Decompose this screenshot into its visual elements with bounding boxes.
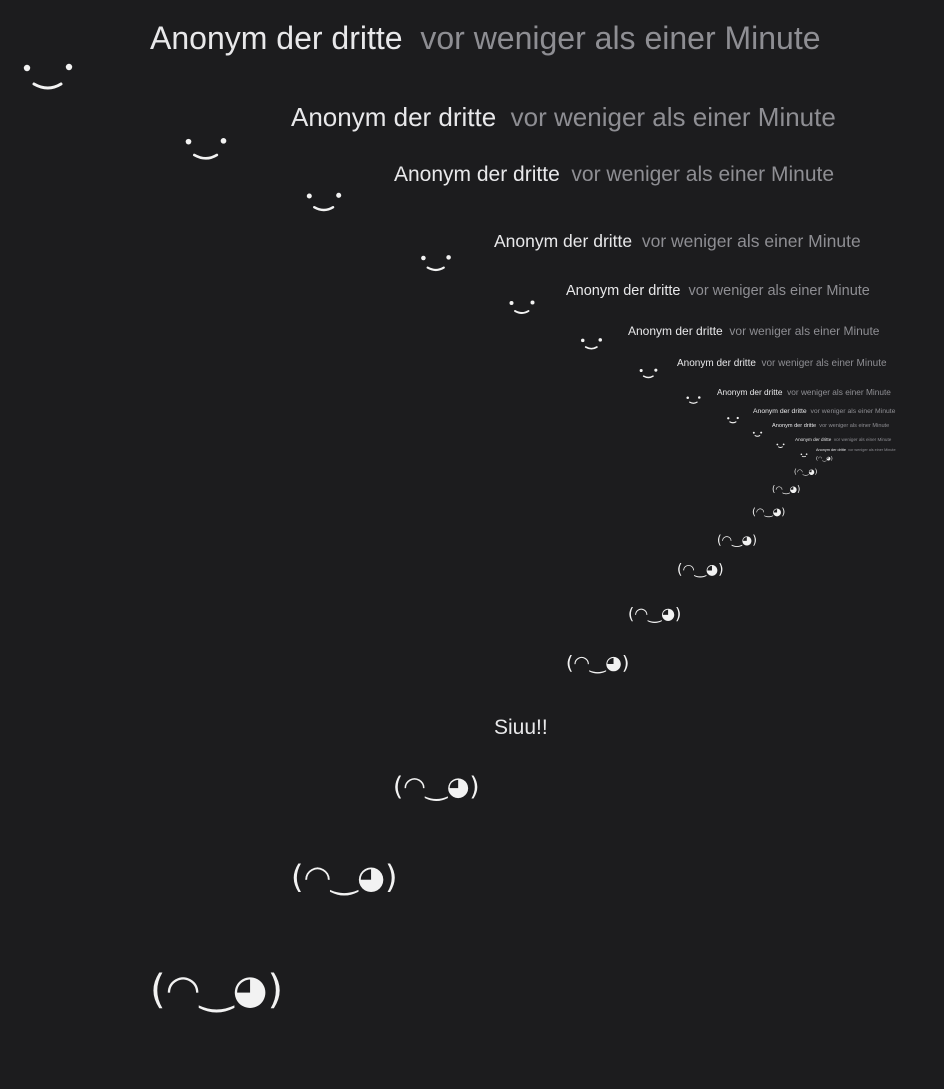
comment-header (291, 104, 836, 130)
comment-header (628, 325, 879, 337)
comment-header (816, 449, 896, 453)
timestamp: vor weniger als einer Minute (729, 324, 880, 338)
author-name[interactable]: Anonym der dritte (494, 231, 633, 251)
smiley-face-icon (507, 298, 537, 318)
message-kaomoji: (◠‿◕) (393, 772, 480, 802)
message-kaomoji: (◠‿◕) (291, 858, 398, 896)
smiley-face-icon (181, 133, 231, 167)
smiley-face-icon (638, 367, 659, 381)
timestamp: vor weniger als einer Minute (510, 102, 836, 132)
author-name[interactable]: Anonym der dritte (628, 324, 723, 338)
message-kaomoji: (◠‿◕) (628, 604, 682, 623)
author-name[interactable]: Anonym der dritte (394, 163, 560, 186)
message-kaomoji: (◠‿◕) (150, 967, 284, 1013)
comment-header (677, 359, 887, 369)
smiley-face-icon (418, 252, 454, 276)
author-name[interactable]: Anonym der dritte (772, 423, 817, 429)
author-name[interactable]: Anonym der dritte (795, 437, 832, 442)
comment-header (394, 164, 834, 185)
timestamp: vor weniger als einer Minute (420, 20, 821, 56)
comment-header (753, 409, 895, 416)
smiley-face-icon (685, 395, 702, 406)
timestamp: vor weniger als einer Minute (688, 283, 870, 299)
message-kaomoji: (◠‿◕) (752, 507, 786, 518)
comment-header (150, 22, 821, 54)
author-name[interactable]: Anonym der dritte (291, 102, 497, 132)
timestamp: vor weniger als einer Minute (571, 163, 835, 186)
timestamp: vor weniger als einer Minute (819, 423, 890, 429)
timestamp: vor weniger als einer Minute (833, 437, 892, 442)
comment-header (772, 424, 889, 430)
smiley-face-icon (752, 431, 763, 438)
message-kaomoji: (◠‿◕) (794, 468, 818, 476)
smiley-face-icon (303, 189, 345, 217)
timestamp: vor weniger als einer Minute (641, 231, 861, 251)
timestamp: vor weniger als einer Minute (787, 387, 891, 397)
smiley-face-icon (579, 336, 604, 353)
timestamp: vor weniger als einer Minute (761, 358, 887, 369)
smiley-face-icon (776, 443, 785, 449)
message-kaomoji: (◠‿◕) (717, 533, 757, 547)
author-name[interactable]: Anonym der dritte (816, 448, 846, 452)
author-name[interactable]: Anonym der dritte (677, 358, 756, 369)
author-name[interactable]: Anonym der dritte (566, 283, 681, 299)
timestamp: vor weniger als einer Minute (848, 448, 896, 452)
message-kaomoji: (◠‿◕) (772, 485, 801, 495)
comment-header (566, 284, 870, 299)
message-kaomoji: (◠‿◕) (816, 456, 833, 462)
comment-header (717, 388, 891, 396)
author-name[interactable]: Anonym der dritte (150, 20, 403, 56)
author-name[interactable]: Anonym der dritte (753, 408, 807, 415)
message-kaomoji: (◠‿◕) (677, 562, 724, 578)
timestamp: vor weniger als einer Minute (810, 408, 896, 415)
message-kaomoji: (◠‿◕) (566, 652, 630, 674)
smiley-face-icon (18, 58, 78, 98)
comment-header (494, 233, 861, 251)
author-name[interactable]: Anonym der dritte (717, 387, 783, 397)
message-text: Siuu!! (494, 716, 548, 739)
comment-header (795, 438, 891, 443)
smiley-face-icon (726, 416, 740, 425)
smiley-face-icon (800, 453, 808, 458)
